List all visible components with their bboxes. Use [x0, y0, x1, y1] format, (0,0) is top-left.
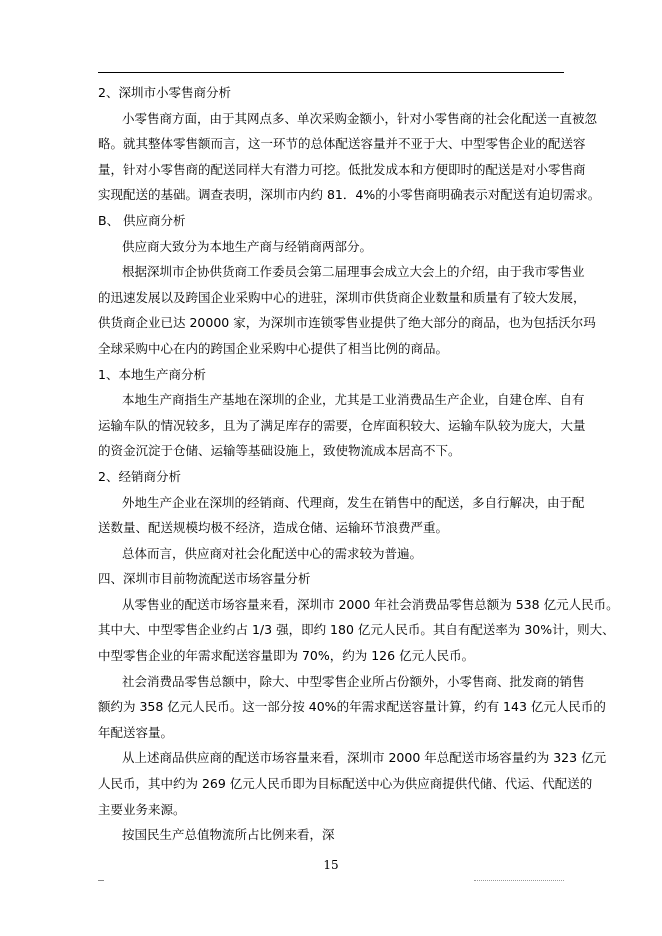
footer-mark-left — [98, 880, 104, 881]
text-line: 的资金沉淀于仓储、运输等基础设施上，致使物流成本居高不下。 — [98, 443, 461, 459]
document-body — [98, 80, 619, 848]
page-number: 15 — [323, 858, 339, 872]
text-line: 中型零售企业的年需求配送容量即为 70%，约为 126 亿元人民币。 — [98, 648, 475, 664]
text-line: 2、深圳市小零售商分析 — [98, 85, 231, 100]
section-heading: 1、本地生产商分析 — [98, 366, 206, 382]
section-heading: B、 供应商分析 — [98, 212, 186, 228]
text-line: 量，针对小零售商的配送同样大有潜力可挖。低批发成本和方便即时的配送是对小零售商 — [98, 161, 586, 177]
text-line: 从上述商品供应商的配送市场容量来看，深圳市 2000 年总配送市场容量约为 323 亿元 — [122, 750, 607, 766]
text-line: 总体而言，供应商对社会化配送中心的需求较为普遍。 — [122, 545, 423, 561]
text-line: 实现配送的基础。调查表明，深圳市内约 81．4%的小零售商明确表示对配送有迫切需求。 — [98, 187, 601, 203]
header-rule — [98, 72, 564, 73]
text-line: 全球采购中心在内的跨国企业采购中心提供了相当比例的商品。 — [98, 340, 449, 356]
text-line: 根据深圳市企协供货商工作委员会第二届理事会成立大会上的介绍，由于我市零售业 — [122, 264, 585, 280]
text-line: 的迅速发展以及跨国企业采购中心的进驻，深圳市供货商企业数量和质量有了较大发展， — [98, 289, 586, 305]
text-line: 社会消费品零售总额中，除大、中型零售企业所占份额外，小零售商、批发商的销售 — [122, 673, 585, 689]
text-line: 送数量、配送规模均极不经济，造成仓储、运输环节浪费严重。 — [98, 520, 449, 536]
text-line: 外地生产企业在深圳的经销商、代理商，发生在销售中的配送，多自行解决，由于配 — [122, 494, 585, 510]
text-line: 人民币，其中约为 269 亿元人民币即为目标配送中心为供应商提供代储、代运、代配送的 — [98, 776, 593, 792]
text-line: 年配送容量。 — [98, 724, 174, 740]
section-heading: 2、经销商分析 — [98, 468, 181, 484]
text-line: 按国民生产总值物流所占比例来看，深 — [122, 827, 335, 843]
text-line: 小零售商方面，由于其网点多、单次采购金额小，针对小零售商的社会化配送一直被忽 — [122, 110, 598, 126]
text-line: 从零售业的配送市场容量来看，深圳市 2000 年社会消费品零售总额为 538 亿元人民币。 — [122, 596, 619, 612]
text-line: 供货商企业已达 20000 家，为深圳市连锁零售业提供了绝大部分的商品，也为包括沃尔玛 — [98, 315, 596, 331]
text-line: 主要业务来源。 — [98, 801, 186, 817]
text-line: 其中大、中型零售企业约占 1/3 强，即约 180 亿元人民币。其自有配送率为 30%计，则大、 — [98, 622, 615, 638]
text-line: 略。就其整体零售额而言，这一环节的总体配送容量并不亚于大、中型零售企业的配送容 — [98, 136, 586, 152]
text-line: 额约为 358 亿元人民币。这一部分按 40%的年需求配送容量计算，约有 143 亿元人民币的 — [98, 699, 606, 715]
text-line: 供应商大致分为本地生产商与经销商两部分。 — [122, 238, 373, 254]
text-line: 本地生产商指生产基地在深圳的企业，尤其是工业消费品生产企业，自建仓库、自有 — [122, 392, 585, 408]
footer-mark-right — [474, 880, 564, 882]
section-heading: 四、深圳市目前物流配送市场容量分析 — [98, 571, 311, 587]
text-line: 运输车队的情况较多，且为了满足库存的需要，仓库面积较大、运输车队较为庞大，大量 — [98, 417, 586, 433]
